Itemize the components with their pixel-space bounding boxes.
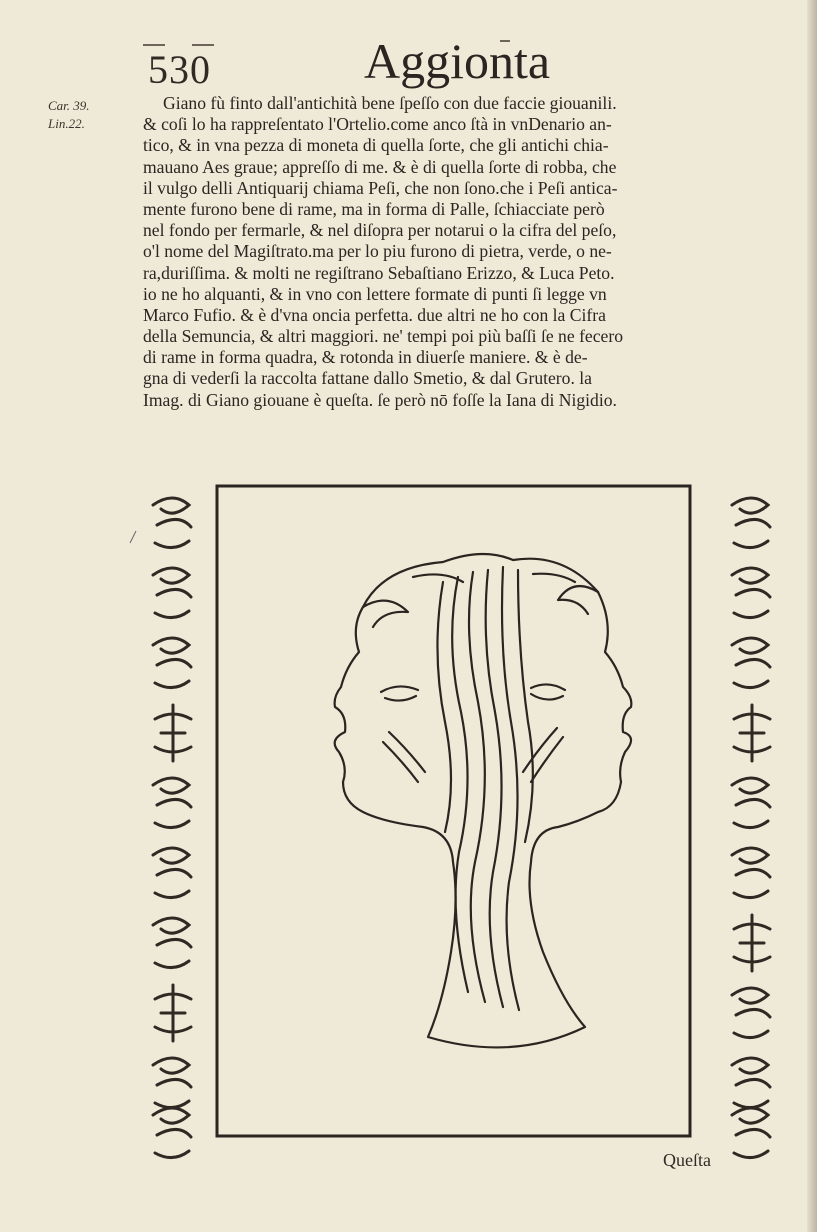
catchword: Queſta (663, 1150, 711, 1170)
ornament-border-left (143, 485, 203, 1165)
body-line: di rame in forma quadra, & rotonda in diuerſe maniere. & è de- (143, 347, 588, 368)
body-line: il vulgo delli Antiquarij chiama Peſi, che non ſono.che i Peſi antica- (143, 177, 618, 198)
ornament-border-right (722, 485, 782, 1165)
left-face-eye (381, 686, 418, 700)
running-title: Aggionta (364, 33, 551, 89)
margin-note-lin: Lin.22. (48, 116, 85, 131)
page-number: 530 (148, 47, 211, 92)
body-line: Giano fù finto dall'antichità bene ſpeſſo con due faccie giouanili. (163, 93, 617, 113)
illustration-frame (217, 486, 690, 1136)
body-line: della Semuncia, & altri maggiori. ne' tempi poi più baſſi ſe ne fecero (143, 326, 624, 347)
body-line: mente furono bene di rame, ma in forma di Palle, ſchiacciate però (143, 198, 605, 219)
body-line: ra,duriſſima. & molti ne regiſtrano Sebaſtiano Erizzo, & Luca Peto. (143, 262, 615, 283)
body-text (143, 93, 817, 411)
body-line: & coſi lo ha rappreſentato l'Ortelio.come anco ſtà in vnDenario an- (143, 114, 612, 135)
body-line: gna di vederſi la raccolta fattane dallo Smetio, & dal Grutero. la (143, 368, 592, 389)
body-line: Marco Fufio. & è d'vna oncia perfetta. due altri ne ho con la Cifra (143, 304, 606, 325)
body-line: Imag. di Giano giouane è queſta. ſe però nō foſſe la Iana di Nigidio. (143, 389, 617, 410)
body-line: mauano Aes graue; appreſſo di me. & è di quella ſorte di robba, che (143, 156, 617, 177)
body-line: io ne ho alquanti, & in vno con lettere formate di punti ſi legge vn (143, 283, 607, 304)
janus-woodcut-illustration (213, 482, 694, 1140)
hair-curls (363, 574, 598, 627)
body-line: o'l nome del Magiſtrato.ma per lo piu furono di pietra, verde, o ne- (143, 241, 612, 262)
stray-ink-mark (128, 530, 138, 549)
scroll-ornament (153, 498, 191, 548)
margin-note-car: Car. 39. (48, 98, 90, 113)
body-line: tico, & in vna pezza di moneta di quella ſorte, che gli antichi chia- (143, 135, 609, 156)
right-face-eye (531, 684, 565, 699)
body-line: nel fondo per fermarle, & nel diſopra per notarui o la cifra del peſo, (143, 220, 617, 241)
cheek-shading (383, 728, 563, 782)
